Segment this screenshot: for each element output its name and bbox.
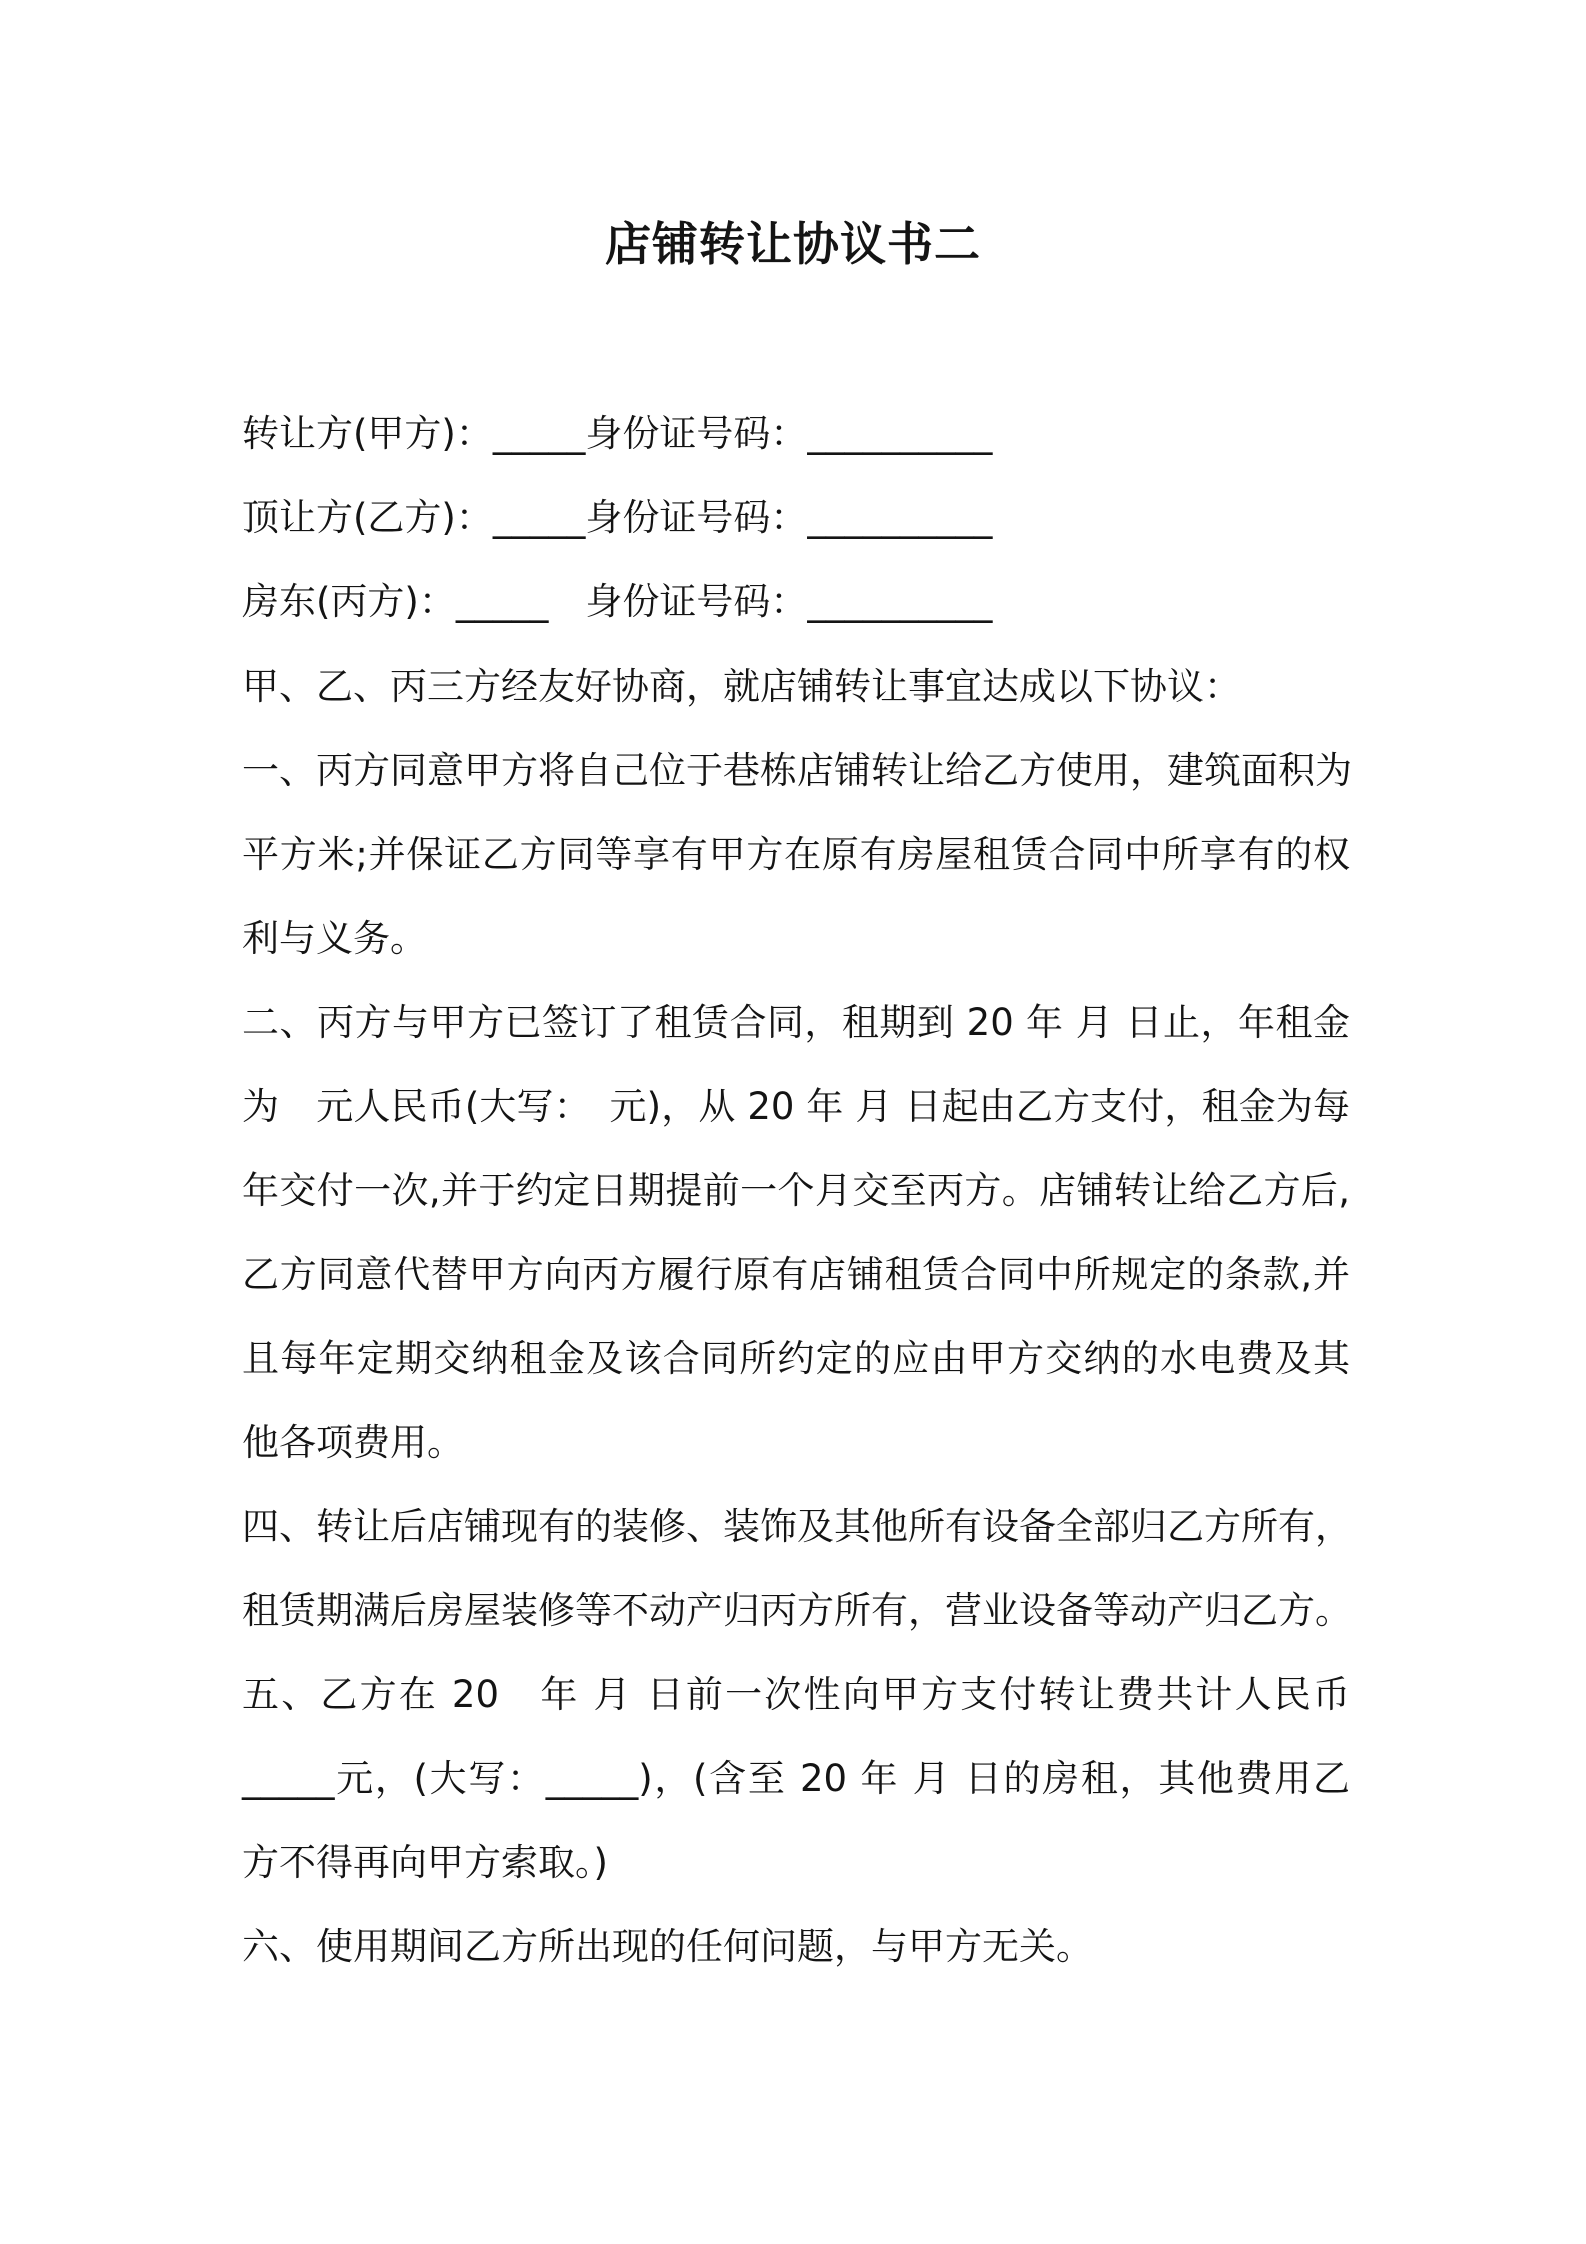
clause-5-line-2: _____元，(大写：_____)，(含至 20 年 月 日的房租，其他费用乙 xyxy=(242,1757,1350,1800)
clause-6-line-1: 六、使用期间乙方所出现的任何问题，与甲方无关。 xyxy=(242,1925,1093,1968)
clause-2-line-6: 他各项费用。 xyxy=(242,1421,464,1464)
clause-2-line-1: 二、丙方与甲方已签订了租赁合同，租期到 20 年 月 日止，年租金 xyxy=(242,1001,1350,1044)
clause-4-line-2: 租赁期满后房屋装修等不动产归丙方所有，营业设备等动产归乙方。 xyxy=(242,1589,1352,1632)
clause-1-line-1: 一、丙方同意甲方将自己位于巷栋店铺转让给乙方使用，建筑面积为 xyxy=(242,749,1352,792)
clause-5-line-3: 方不得再向甲方索取。) xyxy=(242,1841,608,1884)
party-b-line: 顶让方(乙方)：_____身份证号码：__________ xyxy=(242,496,993,539)
intro-line: 甲、乙、丙三方经友好协商，就店铺转让事宜达成以下协议： xyxy=(242,665,1241,708)
document-title: 店铺转让协议书二 xyxy=(605,217,981,271)
clause-1-line-3: 利与义务。 xyxy=(242,917,427,960)
clause-2-line-2: 为 元人民币(大写： 元)，从 20 年 月 日起由乙方支付，租金为每 xyxy=(242,1085,1350,1128)
clause-1-line-2: 平方米;并保证乙方同等享有甲方在原有房屋租赁合同中所享有的权 xyxy=(242,833,1350,876)
party-c-line: 房东(丙方)：_____ 身份证号码：__________ xyxy=(242,580,993,623)
party-a-line: 转让方(甲方)：_____身份证号码：__________ xyxy=(242,412,993,455)
clause-2-line-4: 乙方同意代替甲方向丙方履行原有店铺租赁合同中所规定的条款,并 xyxy=(242,1253,1350,1296)
clause-2-line-5: 且每年定期交纳租金及该合同所约定的应由甲方交纳的水电费及其 xyxy=(242,1337,1350,1380)
clause-4-line-1: 四、转让后店铺现有的装修、装饰及其他所有设备全部归乙方所有， xyxy=(242,1505,1352,1548)
clause-2-line-3: 年交付一次,并于约定日期提前一个月交至丙方。店铺转让给乙方后, xyxy=(242,1169,1350,1212)
clause-5-line-1: 五、乙方在 20 年 月 日前一次性向甲方支付转让费共计人民币 xyxy=(242,1673,1350,1716)
